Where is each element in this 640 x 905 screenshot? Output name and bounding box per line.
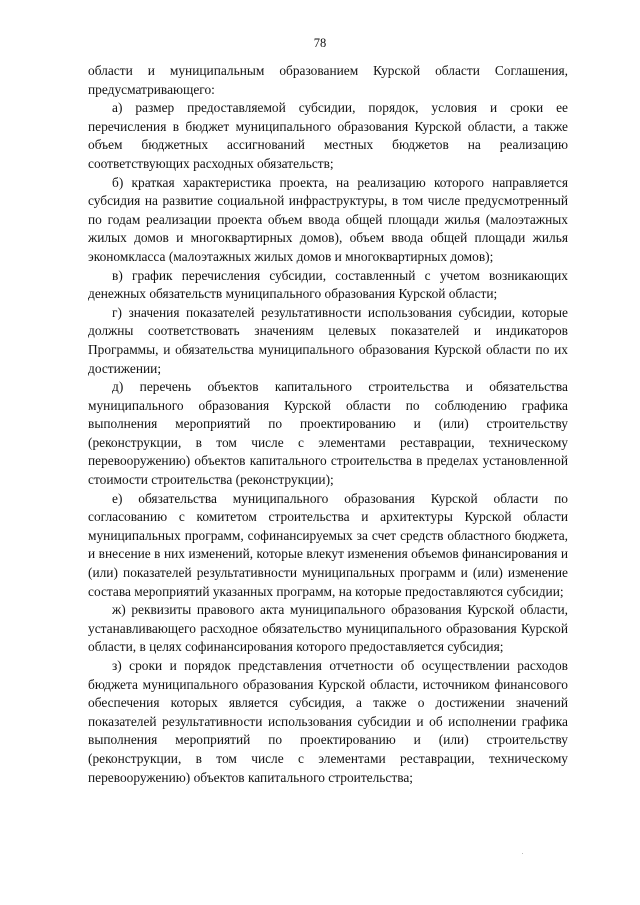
paragraph-item-e: е) обязательства муниципального образования Курской области по согласованию с комитетом строительства и архитектуры Курской области муниципальных программ, софинансируемых за счет средств областного бюджета, и внесение в них изменений, которые влекут изменения объемов финансирования и (или) показателей результативности муниципальных программ и (или) изменение состава мероприятий указанных программ, на которые предоставляются субсидии; — [88, 490, 568, 599]
paragraph-item-b: б) краткая характеристика проекта, на реализацию которого направляется субсидия на развитие социальной инфраструктуры, в том числе предусмотренный по годам реализации проекта объем ввода общей площади жилья (малоэтажных жилых домов и многоквартирных домов), объем ввода общей площади жилья экономкласса (малоэтажных жилых домов и многоквартирных домов); — [88, 174, 568, 264]
paragraph-item-d: д) перечень объектов капитального строительства и обязательства муниципального образования Курской области по соблюдению графика выполнения мероприятий по проектированию и (или) строительству (реконструкции, в том числе с элементами реставрации, техническому перевооружению) объектов капитального строительства в пределах установленной стоимости строительства (реконструкции); — [88, 379, 568, 488]
paragraph-item-a: а) размер предоставляемой субсидии, порядок, условия и сроки ее перечисления в бюджет муниципального образования Курской области, а также объем бюджетных ассигнований местных бюджетов на реализацию соответствующих расходных обязательств; — [88, 100, 568, 171]
paragraph-item-z: з) сроки и порядок представления отчетности об осуществлении расходов бюджета муниципального образования Курской области, источником финансового обеспечения которых является субсидия, а также о достижении значений показателей результативности использования субсидии и об исполнении графика выполнения мероприятий по проектированию и (или) строительству (реконструкции, в том числе с элементами реставрации, техническому перевооружению) объектов капитального строительства; — [88, 658, 568, 785]
paragraph-item-v: в) график перечисления субсидии, составленный с учетом возникающих денежных обязательств муниципального образования Курской области; — [88, 267, 568, 302]
paragraph-intro: области и муниципальным образованием Курской области Соглашения, предусматривающего: — [88, 63, 568, 97]
page-number: 78 — [313, 36, 327, 50]
paragraph-item-zh: ж) реквизиты правового акта муниципального образования Курской области, устанавливающего расходное обязательство муниципального образования Курской области, в целях софинансирования которого предоставляется субсидия; — [88, 602, 568, 655]
document-text — [88, 62, 568, 787]
scan-speck — [522, 853, 523, 854]
paragraph-item-g: г) значения показателей результативности использования субсидии, которые должны соответствовать значениям целевых показателей и индикаторов Программы, и обязательства муниципального образования Курской области по их достижении; — [88, 304, 568, 376]
